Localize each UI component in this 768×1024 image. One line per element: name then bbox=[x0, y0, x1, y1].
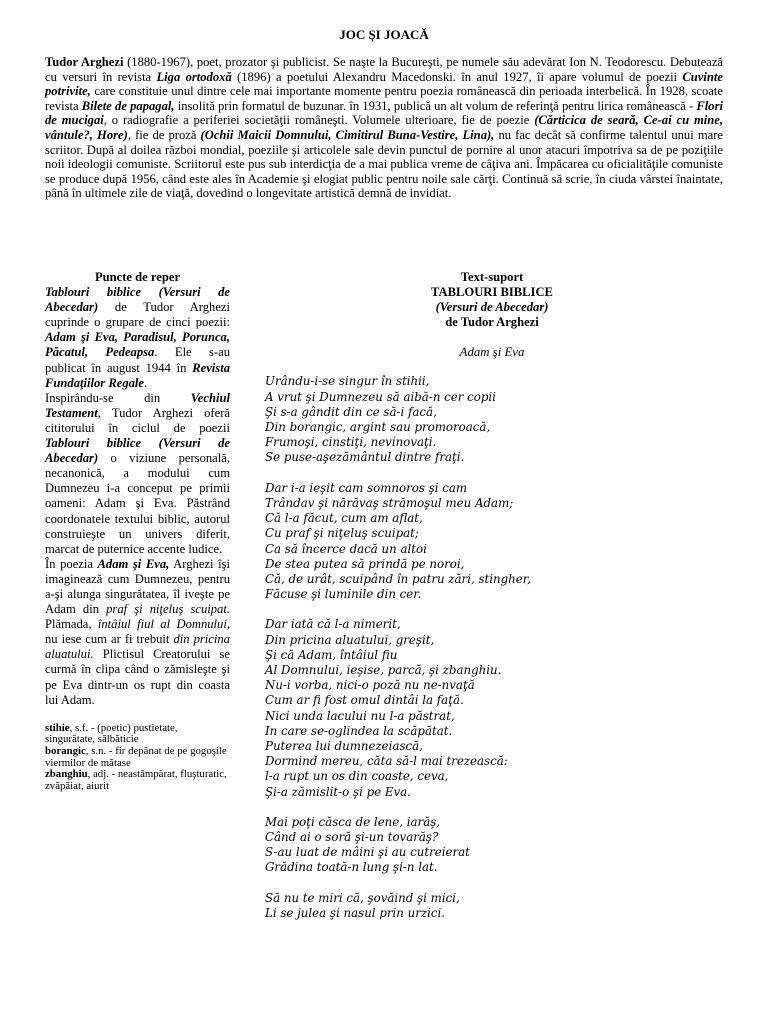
poem-line: Nici unda lacului nu l-a păstrat, bbox=[265, 708, 455, 723]
author-name: Tudor Arghezi bbox=[45, 55, 124, 69]
poem-line: Când ai o soră şi-un tovarăş? bbox=[265, 829, 439, 844]
poem-stanza bbox=[265, 617, 732, 799]
poem-line: Făcuse şi luminile din cer. bbox=[265, 587, 422, 602]
poem-line: Ca să încerce dacă un altoi bbox=[265, 541, 427, 556]
poem-line: Urându-i-se singur în stihii, bbox=[265, 374, 430, 389]
poem-line: In care se-oglindea la scăpătat. bbox=[265, 723, 453, 738]
poem-line: Cum ar fi fost omul dintâi la faţă. bbox=[265, 693, 464, 708]
reference-paragraph-1: Tablouri biblice (Versuri de Abecedar) de Tudor Arghezi cuprinde o grupare de cinci poezii: Adam şi Eva, Paradisul, Porunca, Păcatul, Pedeapsa. Ele s-au publicat în august 1944 în Revista Fundaţiilor Regale. bbox=[45, 285, 230, 390]
poem-line: Dar i-a ieşit cam somnoros şi cam bbox=[265, 480, 468, 495]
poem-line: De stea putea să prindă pe noroi, bbox=[265, 556, 465, 571]
reference-points-column bbox=[45, 270, 230, 792]
cycle-title: TABLOURI BIBLICE bbox=[431, 285, 553, 300]
glossary-entry: borangic, s.n. - fir depănat de pe gogoşile viermilor de mătase bbox=[45, 744, 227, 769]
poem-byline: de Tudor Arghezi bbox=[445, 315, 539, 330]
poem-line: Grădina toată-n lung şi-n lat. bbox=[265, 860, 438, 875]
poem-line: Şi că Adam, întâiul fiu bbox=[265, 647, 398, 662]
poem-stanza bbox=[265, 374, 732, 465]
poem-line: Mai poţi căsca de lene, iarăş, bbox=[265, 814, 441, 829]
poem-line: l-a rupt un os din coaste, ceva, bbox=[265, 769, 449, 784]
poem-line: Că, de urât, scuipând în patru zări, stingher, bbox=[265, 571, 531, 586]
poem-line: Că l-a făcut, cum am aflat, bbox=[265, 511, 423, 526]
poem-stanza bbox=[265, 481, 732, 603]
poem-line: Să nu te miri că, şovăind şi mici, bbox=[265, 890, 460, 905]
poem-body bbox=[265, 374, 732, 921]
page-title: JOC ŞI JOACĂ bbox=[339, 27, 429, 42]
poem-title: Adam şi Eva bbox=[459, 345, 525, 360]
glossary-entry: zbanghiu, adj. - neastâmpărat, fluşturatic, zvăpăiat, aiurit bbox=[45, 768, 227, 792]
poem-line: Puterea lui dumnezeiască, bbox=[265, 738, 423, 753]
poem-line: Dar iată că l-a nimerit, bbox=[265, 617, 401, 632]
poem-line: Nu-i vorba, nici-o poză nu ne-nvaţă bbox=[265, 678, 475, 693]
cycle-subtitle: (Versuri de Abecedar) bbox=[435, 300, 549, 315]
reference-paragraph-2: Inspirându-se din Vechiul Testament, Tudor Arghezi oferă cititorului în ciclul de poezii Tablouri biblice (Versuri de Abecedar) o viziune personală, necanonică, a modului cum Dumnezeu i-a conceput pe primii oameni: Adam şi Eva. Păstrând coordonatele textului biblic, autorul construieşte un univers diferit, marcat de puternice accente ludice. bbox=[45, 390, 230, 556]
poem-line: A vrut şi Dumnezeu să aibă-n cer copii bbox=[265, 389, 496, 404]
poem-line: Trândav şi nărăvaş strămoşul meu Adam; bbox=[265, 495, 514, 510]
glossary-entry: stihie, s.f. - (poetic) pustietate, singurătate, sălbăticie bbox=[45, 721, 178, 746]
poem-line: Şi s-a gândit din ce să-i facă, bbox=[265, 404, 437, 419]
poem-line: Al Domnului, ieşise, parcă, şi zbanghiu. bbox=[265, 662, 502, 677]
reference-points-heading: Puncte de reper bbox=[94, 270, 181, 284]
author-biography: Tudor Arghezi (1880-1967), poet, prozator şi publicist. Se naşte la Bucureşti, pe numele său adevărat Ion N. Teodorescu. Debutează cu versuri în revista Liga ortodoxă (1896) a poetului Alexandru Macedonski. în anul 1927, îi apare volumul de poezii Cuvinte potrivite, care constituie unul dintre cele mai importante momente pentru poezia românească din perioada interbelică. În 1928, scoate revista Bilete de papagal, insolită prin formatul de buzunar. în 1931, publică un alt volum de referinţă pentru lirica românească - Flori de mucigai, o radiografie a periferiei societăţii româneşti. Volumele ulterioare, fie de poezie (Cărticica de seară, Ce-ai cu mine, vântule?, Hore), fie de proză (Ochii Maicii Domnului, Cimitirul Buna-Vestire, Lina), nu fac decât să confirme talentul unui mare scriitor. După al doilea război mondial, poeziile şi articolele sale devin punctul de pornire al unor atacuri împotriva sa de pe poziţiile noii ideologii comuniste. Scriitorul este pus sub interdicţia de a mai publica vreme de câţiva ani. Împăcarea cu oficialităţile comuniste se produce după 1956, când este ales în Academie şi elogiat public pentru noile sale cărţi. Continuă să scrie, în ciuda vârstei înaintate, până în ultimele zile de viaţă, dovedind o longevitate artistică demnă de invidiat. bbox=[45, 55, 724, 201]
poem-line: Li se julea şi nasul prin urzici. bbox=[265, 905, 445, 920]
support-text-column bbox=[252, 270, 732, 936]
poem-line: S-au luat de mâini şi au cutreierat bbox=[265, 845, 470, 860]
poem-line: Cu praf şi niţeluş scuipat; bbox=[265, 526, 419, 541]
poem-line: Dormind mereu, căta să-l mai trezească: bbox=[265, 754, 508, 769]
poem-line: Din borangic, argint sau promoroacă, bbox=[265, 420, 491, 435]
poem-line: Se puse-aşezământul dintre fraţi. bbox=[265, 450, 465, 465]
glossary bbox=[45, 723, 230, 793]
poem-line: Din pricina aluatului, greşit, bbox=[265, 632, 435, 647]
poem-stanza bbox=[265, 815, 732, 876]
reference-paragraph-3: În poezia Adam şi Eva, Arghezi îşi imaginează cum Dumnezeu, pentru a-şi alunga singurătatea, îl iveşte pe Adam din praf şi niţeluş scuipat. Plămada, întâiul fiul al Domnului, nu iese cum ar fi trebuit din pricina aluatului. Plictisul Creatorului se curmă în clipa când o zămisleşte şi pe Eva dintr-un os rupt din coasta lui Adam. bbox=[45, 556, 230, 707]
support-text-heading: Text-suport bbox=[460, 270, 524, 284]
poem-line: Şi-a zămislit-o şi pe Eva. bbox=[265, 784, 411, 799]
poem-stanza bbox=[265, 891, 732, 921]
poem-line: Frumoşi, cinstiţi, nevinovaţi. bbox=[265, 435, 437, 450]
